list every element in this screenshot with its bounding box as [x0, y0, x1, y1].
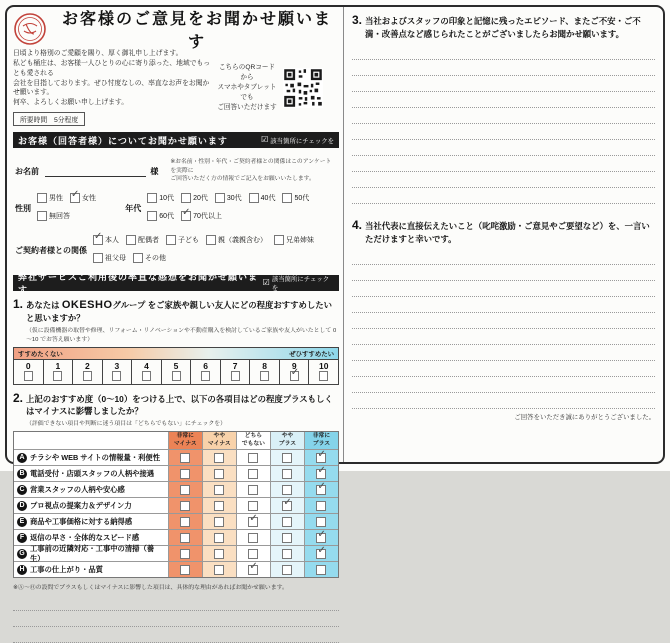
nps-number: 10 [319, 361, 329, 372]
right-page [352, 11, 655, 421]
option-label: 20代 [193, 195, 208, 203]
row-letter-badge: E [17, 517, 27, 527]
company-seal-stamp-icon [13, 12, 47, 46]
nps-number: 5 [173, 361, 179, 372]
gender-options [37, 190, 117, 226]
answer-line [352, 297, 655, 313]
row-letter-badge: C [17, 485, 27, 495]
option-label: その他 [145, 255, 166, 263]
nps-number: 8 [262, 361, 268, 372]
intro-paragraph: 日頃より格別のご愛顧を賜り、厚く御礼申し上げます。 私ども桶庄は、お客様一人ひとりの心に寄り添った、地域でもっとも愛される 会社を目指しております。ぜひ忖度なしの、率直なお声をお聞かせ願います。 何卒、よろしくお願い申し上げます。 [13, 50, 211, 107]
column-header-非常にプラス: 非常に プラス [304, 432, 338, 449]
option-label: 40代 [260, 195, 276, 203]
option-無回答[interactable] [37, 211, 70, 221]
ratings-row-D [14, 497, 338, 513]
answer-line [352, 393, 655, 409]
checkbox-checked[interactable] [316, 533, 326, 543]
checkbox[interactable] [282, 565, 292, 575]
rating-cell-G-3[interactable] [270, 546, 304, 561]
rating-cell-C-3[interactable] [270, 482, 304, 497]
row-label-text: 返信の早さ・全体的なスピード感 [30, 532, 140, 542]
checkbox[interactable] [112, 371, 121, 381]
rating-cell-B-0[interactable] [168, 466, 202, 481]
question-text: 上記のおすすめ度（0～10）をつける上で、以下の各項目はどの程度プラスもしくはマイナスに影響しましたか？ [26, 394, 333, 416]
option-label: 男性 [49, 195, 63, 203]
checkbox-checked[interactable] [316, 549, 326, 559]
nps-cell-4[interactable] [131, 359, 161, 384]
answer-line [352, 377, 655, 393]
ratings-row-C [14, 481, 338, 497]
answer-line [352, 281, 655, 297]
rating-cell-F-4[interactable] [304, 530, 338, 545]
row-letter-badge: A [17, 453, 27, 463]
rating-cell-C-4[interactable] [304, 482, 338, 497]
q4-answer-lines [352, 249, 655, 409]
nps-number: 0 [25, 361, 31, 372]
row-label [14, 450, 168, 465]
nps-cell-6[interactable] [190, 359, 220, 384]
option-label: 60代 [159, 213, 175, 221]
question-1 [13, 297, 339, 343]
nps-scale-gradient [14, 348, 338, 359]
row-letter-badge: F [17, 533, 27, 543]
nps-cell-9[interactable] [279, 359, 309, 384]
option-label: 女性 [82, 195, 96, 203]
rating-cell-C-1[interactable] [202, 482, 236, 497]
answer-line [352, 172, 655, 188]
checkbox[interactable] [248, 533, 258, 543]
checkbox[interactable] [180, 549, 190, 559]
nps-cell-3[interactable] [102, 359, 132, 384]
row-label [14, 514, 168, 529]
nps-cell-7[interactable] [220, 359, 250, 384]
nps-cell-10[interactable] [308, 359, 338, 384]
checkbox[interactable] [147, 193, 157, 203]
checkbox[interactable] [83, 371, 92, 381]
answer-line [352, 76, 655, 92]
question-text: 当社およびスタッフの印象と記憶に残ったエピソード、またご不安・ご不満・改善点など感じられたことがございましたらお聞かせ願います。 [365, 16, 641, 39]
option-配偶者[interactable] [126, 235, 159, 245]
option-男性[interactable] [37, 193, 63, 203]
checkbox[interactable] [172, 371, 181, 381]
checkbox[interactable] [316, 517, 326, 527]
age-options [147, 190, 337, 226]
scale-right-label: ぜひすすめたい [289, 351, 334, 359]
rating-cell-E-0[interactable] [168, 514, 202, 529]
checkbox[interactable] [142, 371, 151, 381]
checkbox[interactable] [214, 469, 224, 479]
checkbox[interactable] [319, 371, 328, 381]
rating-cell-D-0[interactable] [168, 498, 202, 513]
header [13, 11, 339, 51]
relation-label: ご契約者様との関係 [15, 245, 87, 255]
checkbox[interactable] [248, 453, 258, 463]
answer-line [13, 627, 339, 643]
row-label-text: 工事前の近隣対応・工事中の清掃（養生） [30, 543, 155, 563]
checkbox[interactable] [248, 549, 258, 559]
checkbox[interactable] [181, 193, 191, 203]
rating-cell-E-4[interactable] [304, 514, 338, 529]
nps-number: 2 [85, 361, 90, 372]
rating-cell-B-4[interactable] [304, 466, 338, 481]
checkbox[interactable] [214, 549, 224, 559]
answer-line [352, 329, 655, 345]
check-badge: ☑ 該当箇所にチェックを [261, 135, 334, 145]
answer-line [352, 140, 655, 156]
rating-cell-E-2[interactable] [236, 514, 270, 529]
option-兄弟姉妹[interactable] [274, 235, 314, 245]
answer-line [13, 611, 339, 627]
nps-cell-0[interactable] [14, 359, 43, 384]
row-letter-badge: H [17, 565, 27, 575]
section-bar-feedback [13, 272, 339, 296]
qr-code [283, 68, 323, 108]
checkbox[interactable] [282, 453, 292, 463]
ratings-row-A [14, 449, 338, 465]
page-title: お客様のご意見をお聞かせ願います [61, 11, 332, 51]
column-header-ややプラス: やや プラス [270, 432, 304, 449]
checkbox-checked[interactable] [248, 565, 258, 575]
checkbox[interactable] [93, 253, 103, 263]
checkbox-checked-icon: ☑ [262, 278, 270, 288]
checkbox-checked[interactable] [282, 501, 292, 511]
checkbox-checked[interactable] [316, 469, 326, 479]
answer-line [352, 44, 655, 60]
row-letter-badge: D [17, 501, 27, 511]
q3-answer-lines [352, 44, 655, 204]
checkbox[interactable] [231, 371, 240, 381]
section-title: 弊社サービスご利用後の率直な感想をお聞かせ願います [18, 272, 259, 296]
checkbox[interactable] [214, 485, 224, 495]
question-text: あなたは OKESHOグループ をご家族や親しい友人にどの程度おすすめしたいと思いますか？ [26, 299, 333, 323]
option-30代[interactable] [215, 193, 242, 203]
checkbox[interactable] [214, 501, 224, 511]
checkbox[interactable] [206, 235, 216, 245]
rating-cell-D-4[interactable] [304, 498, 338, 513]
answer-line [352, 345, 655, 361]
checkbox[interactable] [249, 193, 259, 203]
checkbox[interactable] [201, 371, 210, 381]
answer-line [352, 249, 655, 265]
rating-cell-G-4[interactable] [304, 546, 338, 561]
rating-cell-C-0[interactable] [168, 482, 202, 497]
option-label: 30代 [226, 195, 242, 203]
checkbox[interactable] [24, 371, 33, 381]
rating-cell-H-2[interactable] [236, 562, 270, 577]
question-4 [352, 218, 655, 245]
option-子ども[interactable] [166, 235, 199, 245]
checkbox-checked[interactable] [70, 193, 80, 203]
answer-line [352, 188, 655, 204]
intro-row [13, 49, 339, 127]
checkbox-checked[interactable] [316, 453, 326, 463]
row-label [14, 466, 168, 481]
option-label: 本人 [105, 237, 119, 245]
rating-cell-B-1[interactable] [202, 466, 236, 481]
name-input[interactable] [45, 166, 146, 177]
rating-cell-G-1[interactable] [202, 546, 236, 561]
rating-cell-G-2[interactable] [236, 546, 270, 561]
nps-number: 4 [144, 361, 149, 372]
checkbox[interactable] [133, 253, 143, 263]
nps-number: 7 [232, 361, 238, 372]
nps-cell-5[interactable] [161, 359, 191, 384]
checkbox[interactable] [126, 235, 136, 245]
section-bar-about [13, 132, 339, 148]
about-fields [13, 148, 339, 270]
option-本人[interactable] [93, 235, 119, 245]
rating-cell-A-3[interactable] [270, 450, 304, 465]
nps-number: 6 [203, 361, 208, 372]
checkbox-checked[interactable] [181, 211, 191, 221]
checkbox[interactable] [316, 501, 326, 511]
option-親（義親含む）[interactable] [206, 235, 267, 245]
checkbox[interactable] [37, 193, 47, 203]
checkbox-checked[interactable] [316, 485, 326, 495]
question-text: 当社代表に直接伝えたいこと（叱咤激励・ご意見やご要望など）を、一言いただけますと幸いです。 [365, 221, 650, 244]
row-label-text: 商品や工事価格に対する納得感 [30, 516, 133, 526]
checkbox[interactable] [180, 453, 190, 463]
checkbox[interactable] [274, 235, 284, 245]
checkbox-checked[interactable] [290, 371, 299, 381]
column-header-非常にマイナス: 非常に マイナス [168, 432, 202, 449]
row-label [14, 543, 168, 563]
option-label: 無回答 [49, 213, 70, 221]
checkbox[interactable] [282, 485, 292, 495]
column-header-ややマイナス: やや マイナス [202, 432, 236, 449]
nps-cell-2[interactable] [72, 359, 102, 384]
checkbox[interactable] [180, 533, 190, 543]
option-その他[interactable] [133, 253, 166, 263]
option-10代[interactable] [147, 193, 174, 203]
checkbox[interactable] [248, 501, 258, 511]
option-60代[interactable] [147, 211, 174, 221]
checkbox[interactable] [260, 371, 269, 381]
checkbox[interactable] [282, 469, 292, 479]
rating-cell-D-2[interactable] [236, 498, 270, 513]
scale-left-label: すすめたくない [18, 351, 63, 359]
rating-cell-F-3[interactable] [270, 530, 304, 545]
checkbox-checked[interactable] [93, 235, 103, 245]
checkbox[interactable] [282, 517, 292, 527]
rating-cell-B-3[interactable] [270, 466, 304, 481]
center-fold-line [343, 7, 344, 462]
option-40代[interactable] [249, 193, 276, 203]
time-required-note: 所要時間 5分程度 [13, 112, 85, 126]
checkbox[interactable] [180, 485, 190, 495]
checkbox[interactable] [180, 501, 190, 511]
checkbox[interactable] [282, 193, 292, 203]
checkbox[interactable] [180, 565, 190, 575]
checkbox-checked[interactable] [248, 517, 258, 527]
section-title: お客様（回答者様）についてお聞かせ願います [18, 135, 228, 146]
checkbox[interactable] [180, 517, 190, 527]
rating-cell-A-2[interactable] [236, 450, 270, 465]
rating-cell-D-3[interactable] [270, 498, 304, 513]
question-number: 4. [352, 218, 363, 233]
checkbox[interactable] [214, 517, 224, 527]
question-subtext: （仮に設備機器の取替や修理、リフォーム・リノベーションや不動産購入を検討しているご家族や友人がいたとして 0～10 でお答え願います） [26, 328, 337, 344]
rating-cell-H-4[interactable] [304, 562, 338, 577]
option-20代[interactable] [181, 193, 208, 203]
option-70代以上[interactable] [181, 211, 222, 221]
option-label: 10代 [159, 195, 175, 203]
checkbox[interactable] [53, 371, 62, 381]
answer-line [352, 313, 655, 329]
rating-cell-H-0[interactable] [168, 562, 202, 577]
option-label: 祖父母 [105, 255, 126, 263]
row-letter-badge: B [17, 469, 27, 479]
rating-cell-F-2[interactable] [236, 530, 270, 545]
nps-number: 3 [114, 361, 120, 372]
question-number: 1. [13, 297, 24, 312]
answer-line [352, 92, 655, 108]
option-50代[interactable] [282, 193, 309, 203]
relation-options [93, 232, 337, 268]
rating-cell-A-4[interactable] [304, 450, 338, 465]
column-header-どちらでもない: どちら でもない [236, 432, 270, 449]
row-label [14, 498, 168, 513]
nps-cell-8[interactable] [249, 359, 279, 384]
answer-line [352, 361, 655, 377]
checkbox[interactable] [282, 533, 292, 543]
rating-cell-E-3[interactable] [270, 514, 304, 529]
question-3 [352, 13, 655, 40]
option-label: 兄弟姉妹 [286, 237, 314, 245]
nps-cells [14, 359, 338, 384]
row-label-text: プロ視点の提案力＆デザイン力 [30, 500, 132, 510]
checkbox[interactable] [248, 469, 258, 479]
answer-line [352, 156, 655, 172]
ratings-row-E [14, 513, 338, 529]
question-number: 3. [352, 13, 363, 27]
answer-line [13, 595, 339, 611]
brand-name: OKESHO [61, 299, 113, 312]
answer-line [352, 265, 655, 281]
checkbox[interactable] [282, 549, 292, 559]
row-label [14, 482, 168, 497]
rating-cell-A-0[interactable] [168, 450, 202, 465]
name-note: ※お名前・性別・年代・ご契約者様との関係はこのアンケートを実際に ご回答いただく方の情報でご記入をお願いいたします。 [170, 159, 332, 183]
ratings-row-B [14, 465, 338, 481]
rating-cell-H-3[interactable] [270, 562, 304, 577]
rating-cell-B-2[interactable] [236, 466, 270, 481]
answer-line [352, 60, 655, 76]
option-label: 50代 [294, 195, 310, 203]
option-label: 子ども [178, 237, 199, 245]
name-suffix: 様 [150, 166, 159, 176]
row-label [14, 562, 168, 577]
row-label-text: 営業スタッフの人柄や安心感 [30, 484, 125, 494]
ratings-header-row [14, 432, 338, 449]
gender-label: 性別 [15, 203, 31, 213]
question-2 [13, 391, 339, 427]
rating-cell-H-1[interactable] [202, 562, 236, 577]
nps-scale [13, 347, 339, 385]
ratings-table [13, 431, 339, 578]
ratings-header-empty [14, 432, 168, 449]
question-number: 2. [13, 391, 24, 406]
option-label: 配偶者 [138, 237, 159, 245]
row-label-text: チラシや WEB サイトの情報量・利便性 [30, 452, 161, 462]
checkbox[interactable] [180, 469, 190, 479]
nps-number: 9 [291, 361, 297, 372]
option-祖父母[interactable] [93, 253, 126, 263]
rating-cell-E-1[interactable] [202, 514, 236, 529]
ratings-row-H [14, 561, 338, 577]
table-footnote: ※Ⓐ～Ⓗの設問でプラスもしくはマイナスに影響した項目は、具体的な理由があればお聞かせ願います。 [13, 585, 288, 591]
checkbox[interactable] [248, 485, 258, 495]
option-label: 70代以上 [193, 213, 222, 221]
checkbox[interactable] [316, 565, 326, 575]
checkbox-checked-icon: ☑ [261, 135, 269, 145]
ratings-row-G [14, 545, 338, 561]
row-label-text: 工事の仕上がり・品質 [30, 564, 103, 574]
nps-number: 1 [55, 361, 61, 372]
option-女性[interactable] [70, 193, 96, 203]
checkbox[interactable] [147, 211, 157, 221]
checkbox[interactable] [214, 565, 224, 575]
free-answer-lines [13, 595, 339, 643]
left-page [13, 11, 339, 643]
nps-cell-1[interactable] [43, 359, 73, 384]
checkbox[interactable] [214, 453, 224, 463]
qr-instruction-text: こちらのQRコードから スマホやタブレットでも ご回答いただけます [217, 64, 277, 111]
row-letter-badge: G [17, 549, 27, 559]
answer-line [352, 124, 655, 140]
checkbox[interactable] [166, 235, 176, 245]
rating-cell-G-0[interactable] [168, 546, 202, 561]
option-label: 親（義親含む） [218, 237, 267, 245]
rating-cell-D-1[interactable] [202, 498, 236, 513]
question-subtext: （評価できない項目や判断に迷う項目は「どちらでもない」にチェックを） [26, 421, 227, 427]
rating-cell-C-2[interactable] [236, 482, 270, 497]
name-label: お名前 [15, 166, 39, 176]
rating-cell-A-1[interactable] [202, 450, 236, 465]
closing-thanks-text: ご回答をいただき誠にありがとうございました。 [514, 414, 655, 422]
answer-line [352, 108, 655, 124]
rating-cell-F-0[interactable] [168, 530, 202, 545]
check-badge: ☑ 該当箇所にチェックを [262, 276, 330, 293]
age-label: 年代 [125, 203, 142, 213]
checkbox[interactable] [214, 533, 224, 543]
row-label-text: 電話受付・店頭スタッフの人柄や接遇 [30, 468, 155, 478]
rating-cell-F-1[interactable] [202, 530, 236, 545]
checkbox[interactable] [215, 193, 225, 203]
checkbox[interactable] [37, 211, 47, 221]
